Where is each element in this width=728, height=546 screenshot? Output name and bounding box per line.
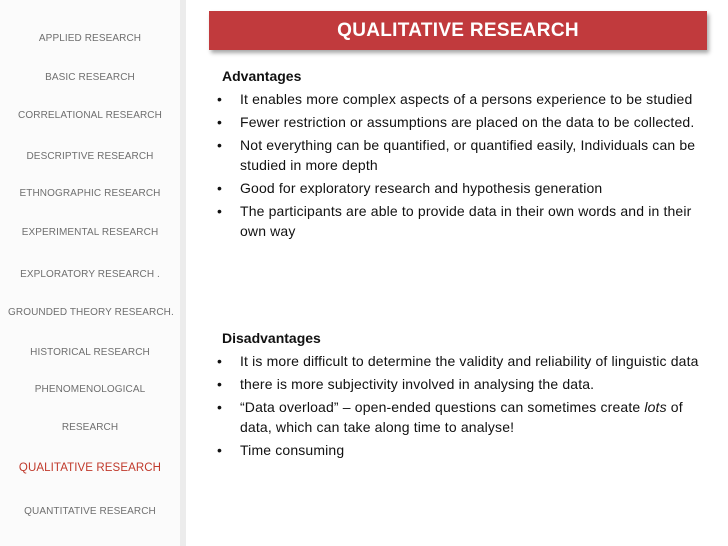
bullet-icon: • xyxy=(217,114,223,130)
list-item: • Time consuming xyxy=(217,442,345,458)
disadvantages-heading: Disadvantages xyxy=(222,330,321,346)
bullet-icon: • xyxy=(217,180,223,196)
nav-item-experimental-research[interactable]: EXPERIMENTAL RESEARCH xyxy=(21,227,159,238)
sidebar-nav xyxy=(0,0,180,546)
list-item: • “Data overload” – open-ended questions can sometimes create lots of data, which can take along time to analyse! xyxy=(217,399,683,435)
title-bar xyxy=(209,11,707,50)
bullet-icon: • xyxy=(217,203,223,219)
bullet-icon: • xyxy=(217,399,223,415)
list-item: • Good for exploratory research and hypothesis generation xyxy=(217,180,603,196)
list-item: • It enables more complex aspects of a persons experience to be studied xyxy=(217,91,693,107)
nav-item-applied-research[interactable]: APPLIED RESEARCH xyxy=(38,33,142,44)
bullet-icon: • xyxy=(217,137,223,153)
list-item: • The participants are able to provide data in their own words and in their own way xyxy=(217,203,692,239)
nav-item-quantitative-research[interactable]: QUANTITATIVE RESEARCH xyxy=(24,506,156,517)
bullet-icon: • xyxy=(217,353,223,369)
nav-item-ethnographic-research[interactable]: ETHNOGRAPHIC RESEARCH xyxy=(19,188,161,199)
advantages-list xyxy=(214,89,704,244)
list-item: • It is more difficult to determine the validity and reliability of linguistic data xyxy=(217,353,699,369)
bullet-icon: • xyxy=(217,376,223,392)
nav-item-correlational-research[interactable]: CORRELATIONAL RESEARCH xyxy=(18,110,162,121)
nav-item-basic-research[interactable]: BASIC RESEARCH xyxy=(45,72,135,83)
nav-item-qualitative-research[interactable]: QUALITATIVE RESEARCH xyxy=(18,462,162,474)
list-item: • Fewer restriction or assumptions are placed on the data to be collected. xyxy=(217,114,695,130)
bullet-icon: • xyxy=(217,91,223,107)
nav-item-historical-research[interactable]: HISTORICAL RESEARCH xyxy=(30,347,150,358)
nav-item-phenomenological-line2[interactable]: RESEARCH xyxy=(61,422,119,433)
page-title: QUALITATIVE RESEARCH xyxy=(337,20,579,41)
bullet-icon: • xyxy=(217,442,223,458)
nav-item-exploratory-research[interactable]: EXPLORATORY RESEARCH . xyxy=(20,269,160,280)
list-item: • Not everything can be quantified, or quantified easily, Individuals can be studied in more depth xyxy=(217,137,696,173)
nav-item-descriptive-research[interactable]: DESCRIPTIVE RESEARCH xyxy=(26,151,154,162)
sidebar-divider xyxy=(180,0,186,546)
disadvantages-list xyxy=(214,351,704,463)
nav-item-grounded-theory-research[interactable]: GROUNDED THEORY RESEARCH. xyxy=(8,307,174,318)
list-item: • there is more subjectivity involved in analysing the data. xyxy=(217,376,595,392)
advantages-heading: Advantages xyxy=(222,68,302,84)
nav-item-phenomenological-line1[interactable]: PHENOMENOLOGICAL xyxy=(34,384,146,395)
